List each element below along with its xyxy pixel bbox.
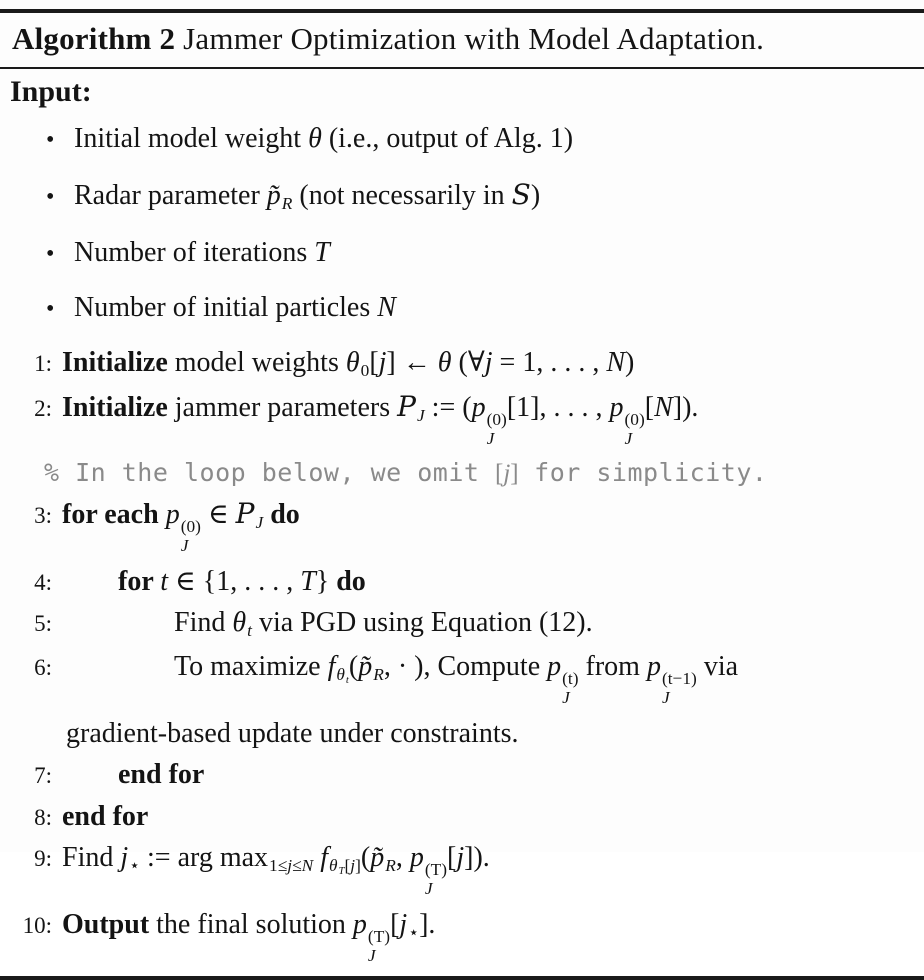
text-segment: p (0) J xyxy=(609,391,645,448)
subscript xyxy=(408,923,419,942)
text-segment: t xyxy=(247,621,252,641)
text-segment: θ0 xyxy=(345,347,370,381)
line-number: 4: xyxy=(34,569,52,595)
text-segment: , · ), Compute xyxy=(383,650,548,682)
line-content xyxy=(62,607,918,641)
text-segment: J xyxy=(416,406,425,426)
bullet-marker-icon: • xyxy=(46,296,55,323)
text-segment: Number of iterations xyxy=(74,237,315,269)
text-segment: := ( xyxy=(424,391,472,423)
algorithm-number-label: Algorithm 2 xyxy=(12,21,176,56)
text-segment: [1], . . . , xyxy=(506,391,610,423)
text-segment: j xyxy=(287,856,293,876)
text-segment: ∈ xyxy=(200,498,236,530)
text-segment: (T) xyxy=(424,860,448,880)
input-bullet-item-2 xyxy=(8,178,918,214)
bottom-rule xyxy=(0,976,924,980)
text-segment: ≤ xyxy=(292,856,302,876)
text-segment: Initialize xyxy=(62,391,168,423)
text-segment xyxy=(268,842,314,876)
text-segment: do xyxy=(270,498,300,530)
superscript-subscript-stack xyxy=(487,412,507,448)
input-label: Input: xyxy=(10,75,92,108)
text-segment: ⋆ xyxy=(129,856,141,876)
algorithm-body xyxy=(0,75,924,966)
text-segment: ] ← xyxy=(386,347,438,379)
text-segment: := arg max xyxy=(140,841,269,873)
line-content xyxy=(62,566,918,597)
text-segment: J xyxy=(624,428,633,448)
line-content xyxy=(62,759,918,790)
text-segment: [ xyxy=(447,841,457,873)
text-segment: J xyxy=(486,428,495,448)
text-segment: , xyxy=(395,841,410,873)
subscript xyxy=(336,665,349,687)
text-segment: model weights xyxy=(167,347,346,379)
text-segment: Number of initial particles xyxy=(74,292,378,324)
text-segment: [ xyxy=(644,391,655,423)
text-segment: from xyxy=(578,650,647,682)
text-segment: J xyxy=(661,687,670,707)
text-segment: 0 xyxy=(360,361,370,381)
text-segment: end for xyxy=(118,759,205,791)
text-segment: θt xyxy=(336,665,349,687)
text-segment: To maximize xyxy=(174,650,328,682)
text-segment: R xyxy=(281,194,293,214)
text-segment: ⋆ xyxy=(408,923,420,943)
text-segment: j⋆ xyxy=(399,908,420,943)
superscript-subscript-stack xyxy=(181,519,201,555)
text-segment: J xyxy=(367,945,376,965)
algorithm-line-5 xyxy=(8,607,918,641)
text-segment: end for xyxy=(62,800,149,832)
text-segment: N xyxy=(606,347,626,379)
text-segment: p (T) J xyxy=(409,841,448,898)
text-segment: p̃R xyxy=(358,650,384,685)
algorithm-title: Jammer Optimization with Model Adaptation. xyxy=(175,21,765,56)
algorithm-line-9 xyxy=(8,842,918,899)
bullet-text xyxy=(74,178,540,214)
text-segment: θ xyxy=(308,123,322,154)
text-segment: Output xyxy=(62,908,150,940)
text-segment: J xyxy=(180,535,189,555)
text-segment: J xyxy=(255,513,264,533)
text-segment: θT xyxy=(329,856,345,878)
text-segment: t xyxy=(345,674,349,687)
text-segment: N xyxy=(301,856,314,876)
bullet-text xyxy=(74,292,396,324)
subscript xyxy=(129,856,140,875)
text-segment: ( xyxy=(348,650,359,682)
bullet-text xyxy=(74,123,573,155)
bullet-marker-icon: • xyxy=(46,184,55,210)
text-segment: [ xyxy=(390,908,400,940)
text-segment: PJ xyxy=(235,496,264,533)
text-segment: t xyxy=(160,565,169,597)
algorithm-line-2 xyxy=(8,391,918,449)
text-segment: 1≤ xyxy=(269,856,288,876)
text-segment: via xyxy=(696,650,739,682)
line-content xyxy=(62,651,918,708)
line-content xyxy=(62,391,918,449)
text-segment: j xyxy=(503,459,511,487)
header-divider-rule xyxy=(0,67,924,69)
input-bullet-item-4 xyxy=(8,292,918,324)
bullet-marker-icon: • xyxy=(46,241,55,268)
superscript-subscript-stack xyxy=(425,862,447,898)
text-segment: fθt xyxy=(327,650,349,687)
algorithm-line-1 xyxy=(8,347,918,381)
subscript xyxy=(385,856,396,875)
line-content xyxy=(62,842,918,899)
text-segment: S xyxy=(511,178,531,211)
text-segment: the final solution xyxy=(149,908,353,940)
algorithm-line-4 xyxy=(8,566,918,597)
text-segment: j xyxy=(350,856,356,876)
line-number: 9: xyxy=(34,845,52,871)
text-segment: N xyxy=(377,292,396,324)
text-segment: p (T) J xyxy=(352,908,391,965)
text-segment: T xyxy=(300,565,316,597)
text-segment: p (0) J xyxy=(471,391,507,448)
superscript-subscript-stack xyxy=(662,671,697,707)
text-segment: (i.e., output of Alg. 1) xyxy=(321,123,574,154)
subscript xyxy=(269,856,313,875)
text-segment: ( xyxy=(360,841,371,873)
text-segment: [ xyxy=(495,459,504,487)
text-segment: J xyxy=(562,687,570,707)
subscript xyxy=(361,361,370,380)
line-content xyxy=(62,909,918,966)
input-bullet-list xyxy=(8,123,918,324)
subscript xyxy=(329,856,361,878)
text-segment: ) xyxy=(530,180,541,211)
text-segment: [ xyxy=(344,856,351,876)
algorithm-line-10 xyxy=(8,909,918,966)
text-segment: p (t−1) J xyxy=(646,650,697,707)
text-segment: jammer parameters xyxy=(167,391,398,423)
bullet-marker-icon: • xyxy=(46,127,55,153)
text-segment: Initial model weight xyxy=(74,123,309,154)
text-segment: [ xyxy=(369,347,379,379)
bullet-text xyxy=(74,237,330,269)
text-segment: θ xyxy=(437,347,452,379)
subscript xyxy=(373,665,384,684)
subscript xyxy=(282,194,293,213)
text-segment: ] xyxy=(355,856,361,876)
text-segment: (t) xyxy=(562,669,579,689)
comment-line xyxy=(8,459,918,488)
text-segment: ]. xyxy=(419,908,436,940)
text-segment: (not necessarily in xyxy=(292,180,512,211)
input-bullet-item-1 xyxy=(8,123,918,155)
subscript xyxy=(417,406,425,426)
text-segment: (t−1) xyxy=(661,669,697,689)
text-segment: fθT[j] xyxy=(320,841,361,878)
line-content xyxy=(44,459,918,488)
text-segment: N xyxy=(654,391,673,423)
algorithm-lines xyxy=(8,347,918,966)
text-segment: Initialize xyxy=(62,347,168,379)
line-number: 1: xyxy=(34,351,52,377)
text-segment: do xyxy=(336,565,366,597)
algorithm-line-7 xyxy=(8,759,918,790)
text-segment: (0) xyxy=(624,410,645,430)
text-segment: p̃R xyxy=(266,180,293,214)
text-segment: = 1, . . . , xyxy=(492,347,607,379)
text-segment: j xyxy=(378,347,387,379)
line-number: 8: xyxy=(34,804,52,830)
algorithm-line-3 xyxy=(8,498,918,556)
text-segment: j xyxy=(484,347,493,379)
text-segment: ]). xyxy=(464,841,490,873)
text-segment: R xyxy=(385,856,396,876)
text-segment: j xyxy=(456,841,465,873)
text-segment: T xyxy=(338,865,345,878)
algorithm-line-6 xyxy=(8,651,918,708)
text-segment: via PGD using Equation (12). xyxy=(251,607,593,639)
wrapped-continuation-line xyxy=(8,718,918,749)
text-segment: for simplicity. xyxy=(518,457,768,487)
algorithm-header xyxy=(0,13,924,67)
text-segment: T xyxy=(314,237,330,269)
text-segment: gradient-based update under constraints. xyxy=(66,717,519,749)
text-segment: p̃R xyxy=(370,841,396,876)
text-segment: ] xyxy=(510,459,519,487)
line-content xyxy=(66,718,918,749)
text-segment: Radar parameter xyxy=(74,180,267,211)
text-segment: (0) xyxy=(486,410,507,430)
algorithm-line-8 xyxy=(8,801,918,832)
text-segment: Find xyxy=(174,607,233,639)
line-content xyxy=(62,347,918,381)
line-number: 10: xyxy=(22,912,52,938)
text-segment: (∀ xyxy=(451,347,485,379)
line-content xyxy=(62,498,918,556)
line-number: 7: xyxy=(34,763,52,789)
text-segment: R xyxy=(373,665,384,685)
input-bullet-item-3 xyxy=(8,237,918,269)
text-segment: (0) xyxy=(180,517,201,537)
line-content xyxy=(62,801,918,832)
line-number: 6: xyxy=(34,654,52,680)
text-segment: j⋆ xyxy=(120,841,141,876)
text-segment: ]). xyxy=(672,391,699,423)
superscript-subscript-stack xyxy=(368,929,390,965)
superscript-subscript-stack xyxy=(624,412,644,448)
text-segment: θt xyxy=(232,607,252,641)
line-number: 2: xyxy=(34,395,52,421)
text-segment: ∈ {1, . . . , xyxy=(168,565,301,597)
text-segment: Find xyxy=(62,841,121,873)
text-segment: % In the loop below, we omit xyxy=(44,457,495,487)
line-number: 3: xyxy=(34,502,52,528)
text-segment: } xyxy=(315,565,337,597)
text-segment: for each xyxy=(62,498,166,530)
text-segment: PJ xyxy=(397,389,425,426)
text-segment: for xyxy=(118,565,161,597)
line-number: 5: xyxy=(34,611,52,637)
text-segment: p (0) J xyxy=(165,498,201,555)
text-segment: ) xyxy=(625,347,635,379)
superscript-subscript-stack xyxy=(562,671,578,707)
text-segment: J xyxy=(424,878,433,898)
text-segment: (T) xyxy=(367,927,391,947)
text-segment: p (t) J xyxy=(547,650,579,707)
